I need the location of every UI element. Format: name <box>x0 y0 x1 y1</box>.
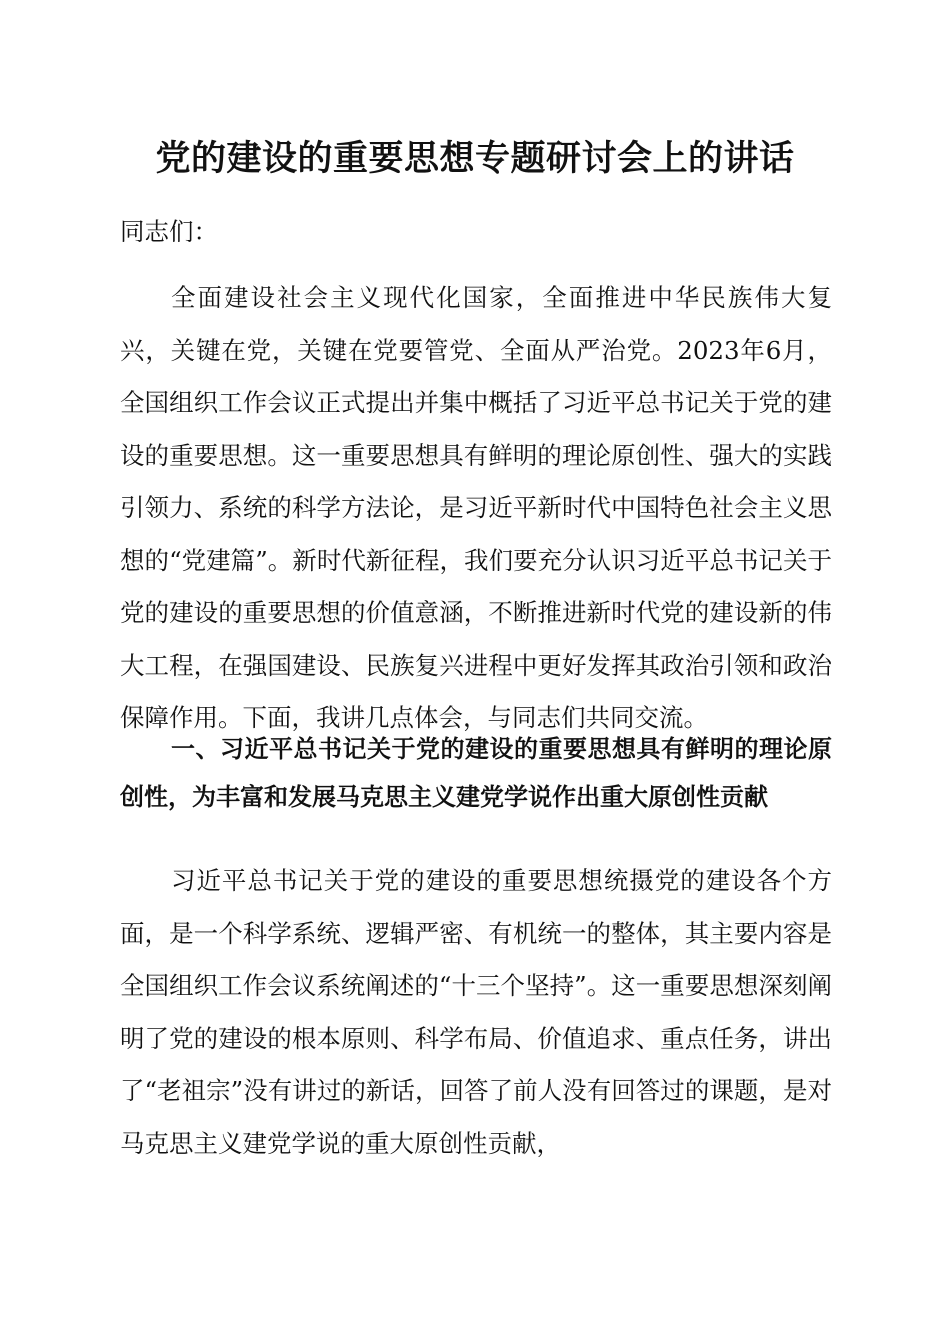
salutation: 同志们： <box>120 217 218 246</box>
section-heading-1: 一、习近平总书记关于党的建设的重要思想具有鲜明的理论原创性，为丰富和发展马克思主义建党学说作出重大原创性贡献 <box>120 735 832 811</box>
document-title: 党的建设的重要思想专题研讨会上的讲话 <box>155 138 795 179</box>
paragraph-section-1: 习近平总书记关于党的建设的重要思想统摄党的建设各个方面，是一个科学系统、逻辑严密、有机统一的整体，其主要内容是全国组织工作会议系统阐述的“十三个坚持”。这一重要思想深刻阐明了党的建设的根本原则、科学布局、价值追求、重点任务，讲出了“老祖宗”没有讲过的新话，回答了前人没有回答过的课题，是对马克思主义建党学说的重大原创性贡献， <box>120 866 832 1158</box>
paragraph-intro: 全面建设社会主义现代化国家，全面推进中华民族伟大复兴，关键在党，关键在党要管党、全面从严治党。2023年6月，全国组织工作会议正式提出并集中概括了习近平总书记关于党的建设的重要思想。这一重要思想具有鲜明的理论原创性、强大的实践引领力、系统的科学方法论，是习近平新时代中国特色社会主义思想的“党建篇”。新时代新征程，我们要充分认识习近平总书记关于党的建设的重要思想的价值意涵，不断推进新时代党的建设新的伟大工程，在强国建设、民族复兴进程中更好发挥其政治引领和政治保障作用。下面，我讲几点体会，与同志们共同交流。 <box>120 283 832 732</box>
